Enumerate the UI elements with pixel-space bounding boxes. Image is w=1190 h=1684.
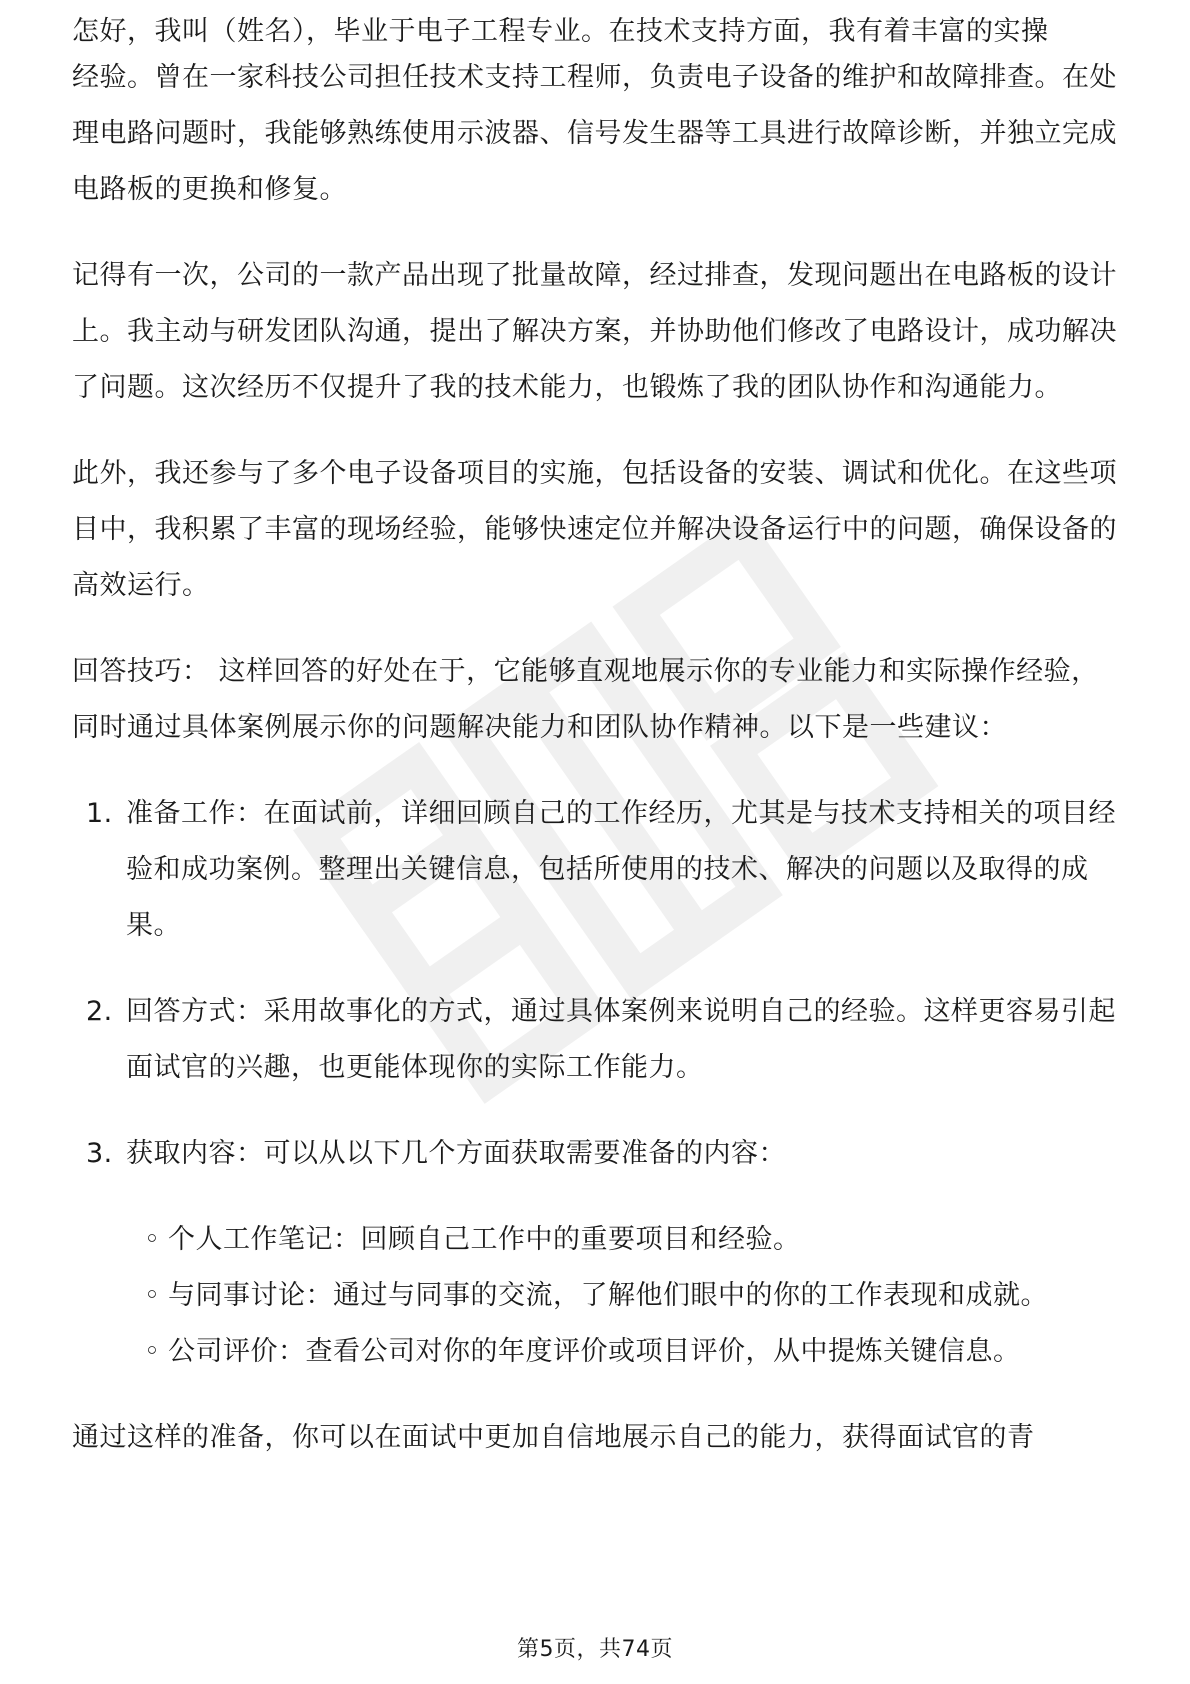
bullet-marker: ◦ bbox=[144, 1280, 161, 1311]
document-body bbox=[72, 16, 1118, 1496]
numbered-list bbox=[72, 786, 1118, 1182]
answer-tips-paragraph: 回答技巧： 这样回答的好处在于，它能够直观地展示你的专业能力和实际操作经验，同时通过具体案例展示你的问题解决能力和团队协作精神。以下是一些建议： bbox=[72, 656, 1099, 743]
list-item bbox=[72, 984, 1118, 1096]
bullet-item bbox=[72, 1324, 1118, 1380]
list-number: 3. bbox=[86, 1138, 113, 1169]
paragraph: 此外，我还参与了多个电子设备项目的实施，包括设备的安装、调试和优化。在这些项目中，我积累了丰富的现场经验，能够快速定位并解决设备运行中的问题，确保设备的高效运行。 bbox=[72, 458, 1117, 601]
partial-top-line: 怎好，我叫（姓名），毕业于电子工程专业。在技术支持方面，我有着丰富的实操 bbox=[72, 16, 1049, 47]
paragraph: 经验。曾在一家科技公司担任技术支持工程师，负责电子设备的维护和故障排查。在处理电路问题时，我能够熟练使用示波器、信号发生器等工具进行故障诊断，并独立完成电路板的更换和修复。 bbox=[72, 62, 1117, 205]
paragraph: 记得有一次，公司的一款产品出现了批量故障，经过排查，发现问题出在电路板的设计上。我主动与研发团队沟通，提出了解决方案，并协助他们修改了电路设计，成功解决了问题。这次经历不仅提升了我的技术能力，也锻炼了我的团队协作和沟通能力。 bbox=[72, 260, 1117, 403]
bullet-marker: ◦ bbox=[144, 1224, 161, 1255]
bullet-list bbox=[72, 1212, 1118, 1380]
list-item-text: 获取内容：可以从以下几个方面获取需要准备的内容： bbox=[126, 1138, 786, 1169]
list-number: 2. bbox=[86, 996, 113, 1027]
bullet-item bbox=[72, 1212, 1118, 1268]
list-item-text: 回答方式：采用故事化的方式，通过具体案例来说明自己的经验。这样更容易引起面试官的兴趣，也更能体现你的实际工作能力。 bbox=[126, 996, 1116, 1083]
bullet-marker: ◦ bbox=[144, 1336, 161, 1367]
list-number: 1. bbox=[86, 798, 113, 829]
bullet-text: 与同事讨论：通过与同事的交流，了解他们眼中的你的工作表现和成就。 bbox=[168, 1280, 1048, 1311]
page-number-footer: 第5页，共74页 bbox=[517, 1637, 673, 1662]
bullet-text: 个人工作笔记：回顾自己工作中的重要项目和经验。 bbox=[168, 1224, 801, 1255]
list-item bbox=[72, 786, 1118, 954]
bullet-item bbox=[72, 1268, 1118, 1324]
closing-paragraph: 通过这样的准备，你可以在面试中更加自信地展示自己的能力，获得面试官的青 bbox=[72, 1422, 1035, 1453]
list-item bbox=[72, 1126, 1118, 1182]
list-item-text: 准备工作：在面试前，详细回顾自己的工作经历，尤其是与技术支持相关的项目经验和成功案例。整理出关键信息，包括所使用的技术、解决的问题以及取得的成果。 bbox=[126, 798, 1116, 941]
bullet-text: 公司评价：查看公司对你的年度评价或项目评价，从中提炼关键信息。 bbox=[168, 1336, 1021, 1367]
